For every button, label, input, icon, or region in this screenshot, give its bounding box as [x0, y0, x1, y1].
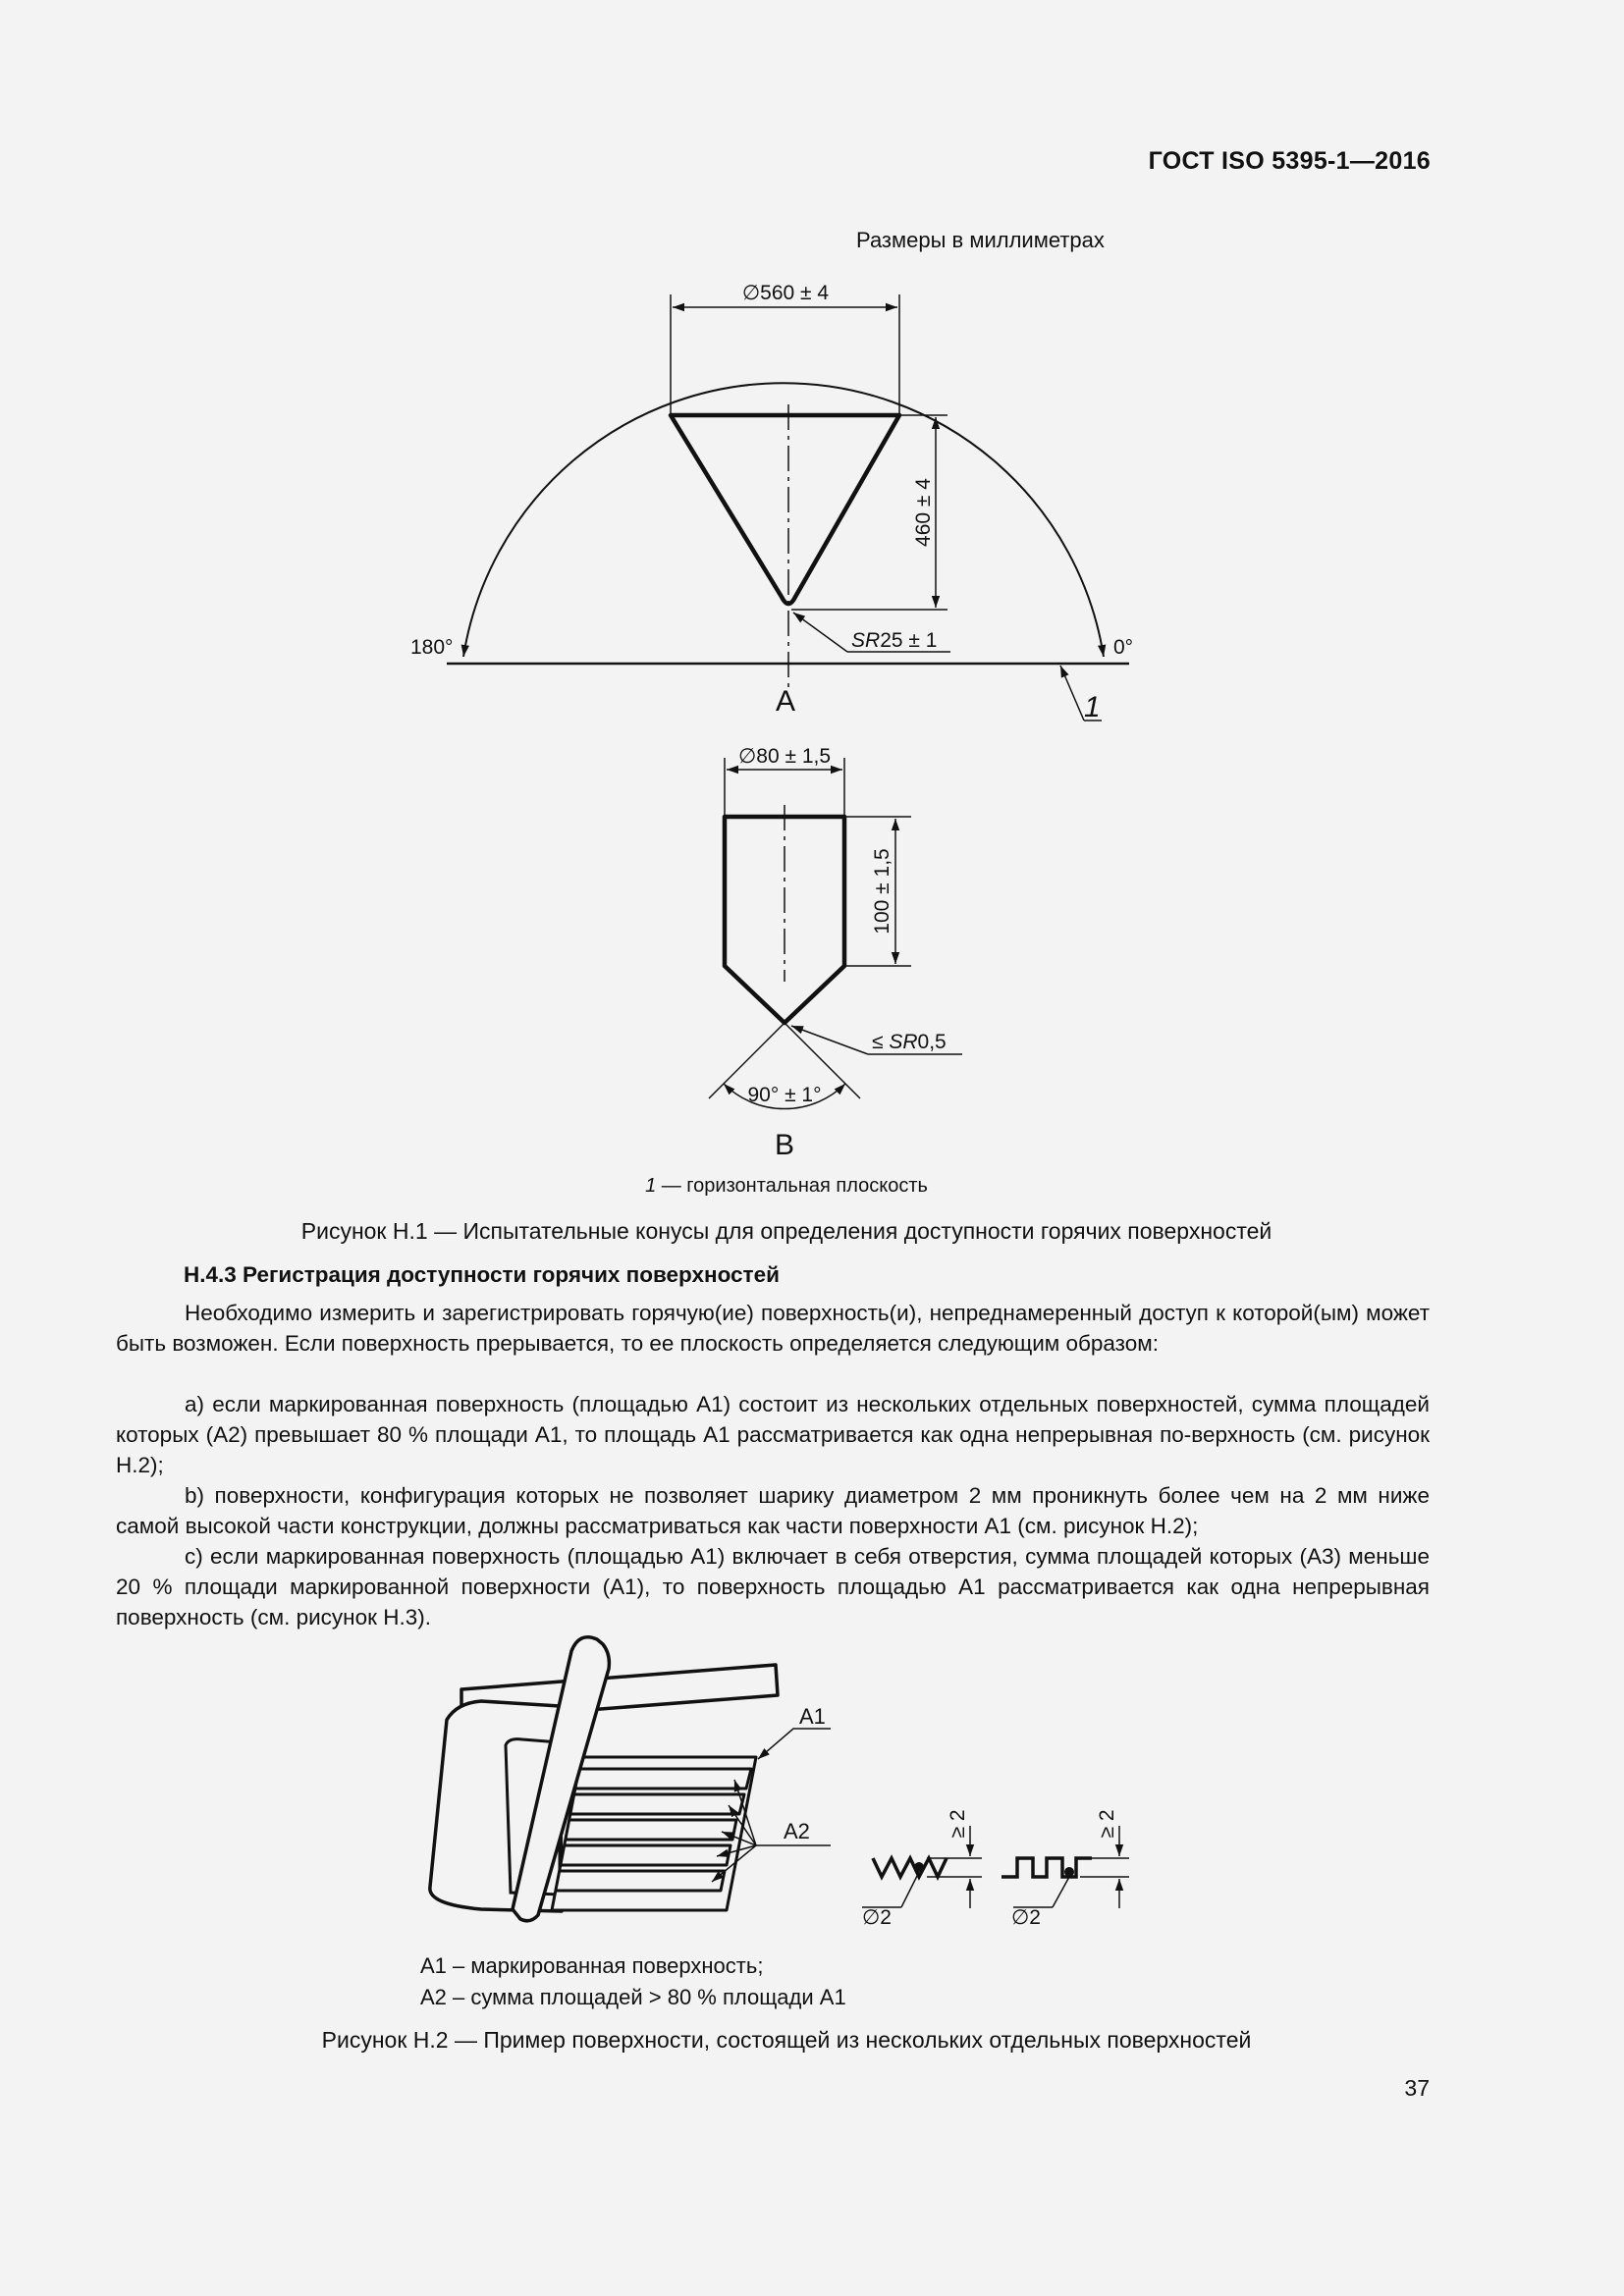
legend-line-a1: А1 – маркированная поверхность; [420, 1953, 764, 1978]
a1-leader [758, 1729, 831, 1759]
plane-marker-1: 1 [1084, 691, 1101, 723]
zigzag-depth-label: ≥ 2 [947, 1809, 969, 1839]
cone-a-outline [671, 415, 899, 604]
figure-h2-legend [420, 1950, 846, 2013]
zigzag-profile-detail [862, 1809, 982, 1929]
figure-h2-caption: Рисунок Н.2 — Пример поверхности, состоящей из нескольких отдельных поверхностей [321, 2027, 1252, 2053]
list-item-c: c) если маркированная поверхность (площадью А1) включает в себя отверстия, сумма площадей которых (А3) меньше 20 % площади маркированной поверхности (А1), то поверхность площадью А1 рассматривается как одна непрерывная поверхность (см. рисунок Н.3). [116, 1544, 1430, 1629]
legend-text: — горизонтальная плоскость [656, 1175, 928, 1197]
cone-a-height-label: 460 ± 4 [912, 478, 935, 547]
label-a1: A1 [799, 1704, 826, 1729]
test-ball [914, 1862, 924, 1872]
handle-drawing [430, 1637, 831, 1921]
zigzag-profile [873, 1858, 947, 1877]
cone-b-angle-label: 90° ± 1° [747, 1084, 822, 1106]
angle-180-label: 180° [410, 636, 454, 659]
legend-line-a2: А2 – сумма площадей > 80 % площади А1 [420, 1985, 846, 2009]
cone-a-radius-label: SR25 ± 1 [851, 629, 938, 652]
square-profile [1001, 1858, 1092, 1877]
swing-arc [463, 383, 1104, 657]
paragraph-intro: Необходимо измерить и зарегистрировать горячую(ие) поверхность(и), непреднамеренный доступ к которой(ым) может быть возможен. Если поверхность прерывается, то ее плоскость определяется следующим образом: [116, 1301, 1430, 1356]
zigzag-ball-label: ∅2 [862, 1906, 892, 1929]
cone-b-height-label: 100 ± 1,5 [871, 848, 893, 934]
cone-a-radius-arrow [793, 613, 847, 652]
zigzag-ball-leader [901, 1872, 919, 1907]
figure-h1-caption: Рисунок Н.1 — Испытательные конусы для определения доступности горячих поверхностей [300, 1218, 1272, 1244]
square-profile-detail [1001, 1809, 1129, 1929]
cone-b-radius-label: ≤ SR0,5 [872, 1031, 947, 1053]
list-item-a: a) если маркированная поверхность (площадью А1) состоит из нескольких отдельных поверхностей, сумма площадей которых (А2) превышает 80 % площади А1, то площадь А1 рассматривается как одна непрерывная по-верхность (см. рисунок Н.2); [116, 1392, 1430, 1477]
test-ball [1064, 1867, 1074, 1877]
legend-number: 1 [645, 1175, 657, 1197]
cone-b-radius-arrow [791, 1026, 868, 1054]
section-heading: Н.4.3 Регистрация доступности горячих поверхностей [184, 1262, 780, 1287]
list-item-b: b) поверхности, конфигурация которых не позволяет шарику диаметром 2 мм проникнуть более чем на 2 мм ниже самой высокой части конструкции, должны рассматриваться как части поверхности А1 (см. рисунок Н.2); [116, 1483, 1430, 1538]
cone-a-drawing [410, 282, 1133, 723]
page-number: 37 [1404, 2075, 1430, 2101]
square-ball-leader [1053, 1877, 1069, 1907]
document-code: ГОСТ ISO 5395-1—2016 [1148, 147, 1431, 175]
cone-b-letter: B [774, 1129, 795, 1161]
dimensions-note: Размеры в миллиметрах [856, 228, 1105, 252]
plane-leader [1060, 666, 1084, 721]
cone-b-diameter-label: ∅80 ± 1,5 [737, 745, 832, 768]
cone-b-drawing [709, 745, 962, 1161]
label-a2: A2 [784, 1819, 810, 1843]
angle-0-label: 0° [1113, 636, 1134, 659]
cone-a-letter: A [775, 685, 796, 718]
figure-h1-legend [0, 1175, 1573, 1198]
square-ball-label: ∅2 [1011, 1906, 1041, 1929]
cone-a-diameter-label: ∅560 ± 4 [741, 282, 830, 304]
square-depth-label: ≥ 2 [1096, 1809, 1118, 1839]
